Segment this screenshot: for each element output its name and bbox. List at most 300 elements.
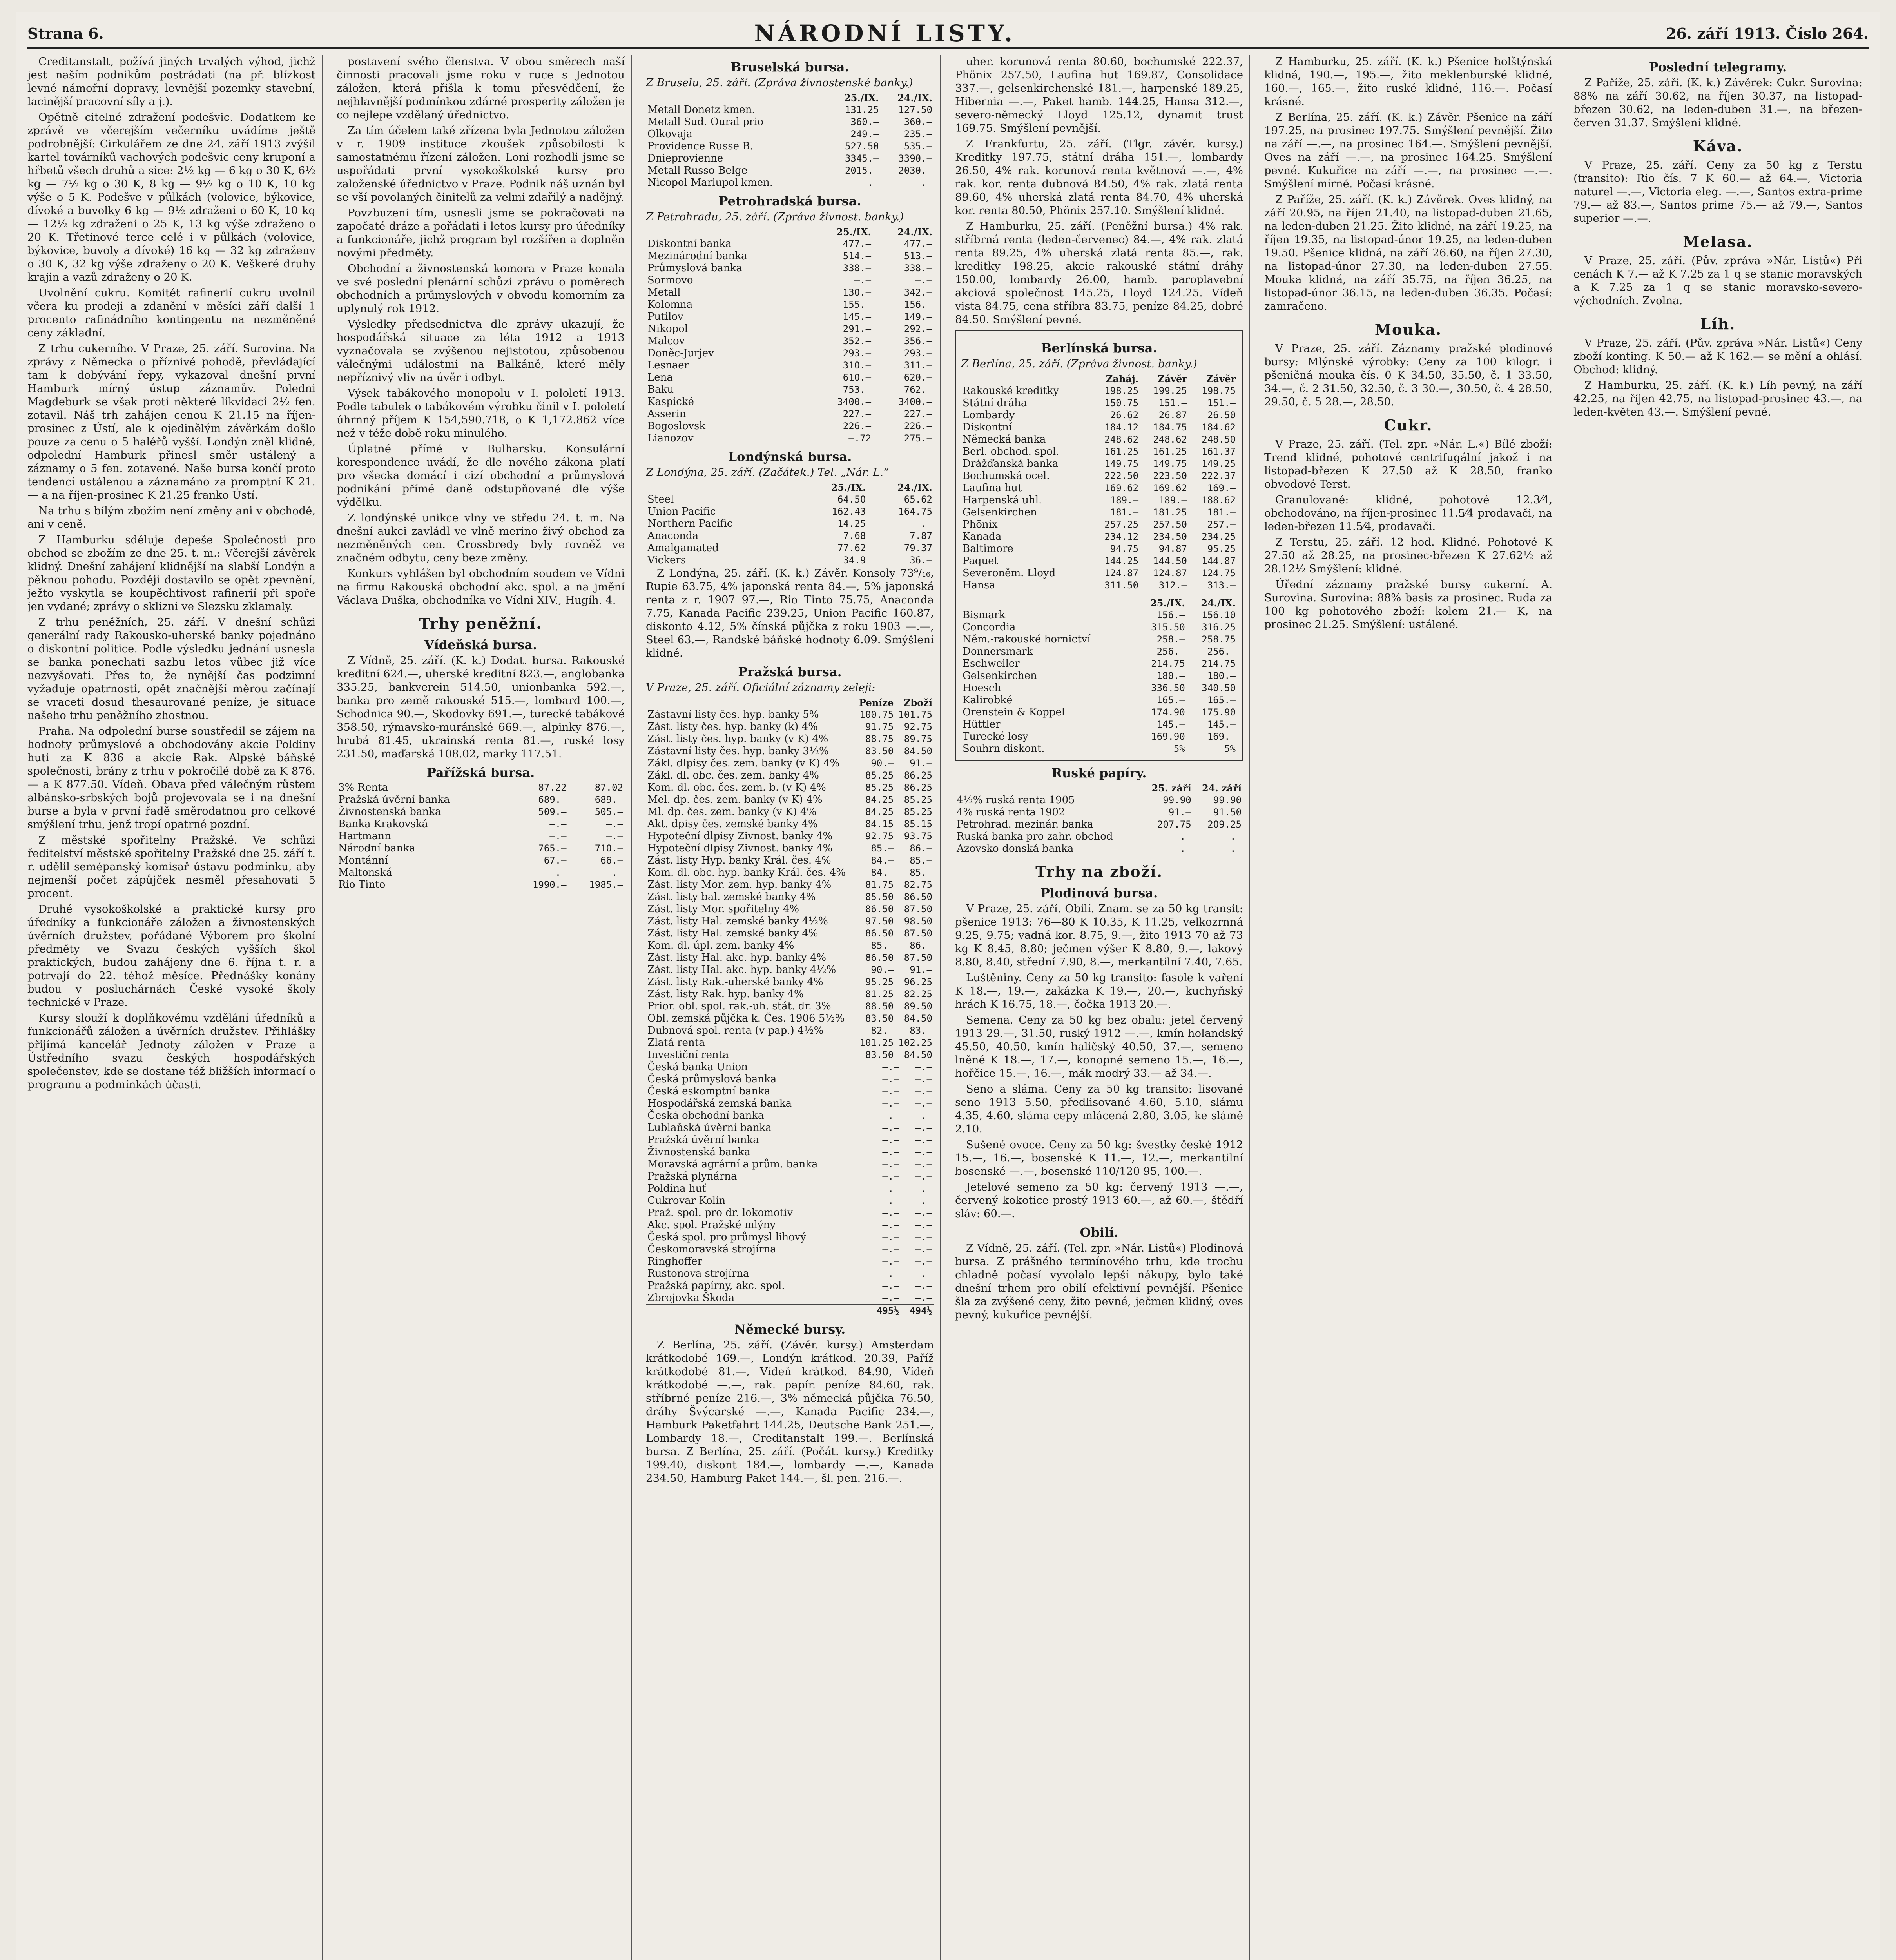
article-paragraph: Druhé vysokoškolské a praktické kursy pro úředníky a funkcionáře záložen a živnostenských úvěrních družstev, pořádané Výborem pro školní předměty ve Svazu českých vyšších škol praktických, budou zahájeny dne 6. října t. r. a potrvají do 22. téhož měsíce. Přednášky konány budou v posluchárnách České vysoké školy technické v Praze. xyxy=(27,903,315,1009)
price-cell: —.— xyxy=(915,275,932,286)
price-cell: 156.— xyxy=(904,299,932,310)
table-row xyxy=(961,421,1237,434)
article-paragraph: Praha. Na odpolední burse soustředil se zájem na hodnoty průmyslové a obchodovány akcie Poldiny huti za K 836 a akcie Rak. Alpské báňské společnosti, brány z trhu v pokročilé době za K 876.— a K 877.50. Vídeň. Obava před válečným růstem albánsko-srbských bojů projevovala se i na dnešní burse a byla v první řadě směrodatnou pro celkové smýšlení trhu, jenž tropí opatrné pozdní. xyxy=(27,725,315,831)
paris-table xyxy=(337,782,625,891)
price-cell: 765.— xyxy=(538,843,567,854)
security-name: Paquet xyxy=(963,555,999,567)
price-cell: —.— xyxy=(915,1110,932,1121)
price-cell: 95.25 xyxy=(865,976,894,987)
price-cell: 762.— xyxy=(904,384,932,395)
price-cell: 87.50 xyxy=(904,952,932,963)
price-cell: 291.— xyxy=(843,323,872,334)
london-table: 25./IX. 24./IX. Steel 64.50 65.62 Union Pacific 162.43 164.75 Northern Pacific 14.25 —.— Anaconda 7.68 7.87 Amalgamated 77.62 79.37 Vickers 34.9 36.— xyxy=(646,481,934,566)
price-cell: —.— xyxy=(915,1074,932,1085)
security-name: Kanada xyxy=(963,531,1002,543)
price-cell: —.— xyxy=(882,1232,899,1243)
price-cell: 689.— xyxy=(595,794,623,805)
price-cell: 256.— xyxy=(1207,646,1236,657)
security-name: Ringhoffer xyxy=(647,1256,702,1267)
price-cell: 93.75 xyxy=(904,831,932,842)
security-name: Něm.-rakouské hornictví xyxy=(963,633,1091,645)
table-row xyxy=(646,1000,934,1013)
article-paragraph: Z Hamburku, 25. září. (K. k.) Líh pevný, na září 42.25, na říjen 42.75, na listopad-prosinec 43.—, na leden-květen 43.—. Smýšlení pevné. xyxy=(1573,379,1862,418)
table-row xyxy=(646,250,934,262)
price-cell: —.— xyxy=(882,1086,899,1097)
subsection-heading: Plodinová bursa. xyxy=(1040,886,1158,900)
security-name: Rio Tinto xyxy=(338,879,386,891)
price-cell: —.— xyxy=(862,177,879,188)
price-cell: 3400.— xyxy=(898,396,932,407)
security-name: Česká banka Union xyxy=(647,1061,748,1073)
price-cell: —.— xyxy=(882,1074,899,1085)
price-cell: —.— xyxy=(1224,831,1242,842)
security-name: Praž. spol. pro dr. lokomotiv xyxy=(647,1207,793,1219)
page-header xyxy=(27,20,1869,49)
security-name: Zást. listy Mor. zem. hyp. banky 4% xyxy=(647,879,832,891)
prague-stocks-table xyxy=(646,1061,934,1317)
price-cell: 88.75 xyxy=(865,733,894,744)
table-row xyxy=(646,299,934,311)
price-cell: 86.50 xyxy=(865,928,894,939)
price-cell: 26.50 xyxy=(1207,410,1236,421)
price-cell: 101.75 xyxy=(898,709,932,720)
price-cell: 88.50 xyxy=(865,1001,894,1012)
price-cell: 124.75 xyxy=(1202,568,1236,579)
security-name: Zástavní listy čes. hyp. banky 5% xyxy=(647,709,819,720)
table-row xyxy=(337,818,625,830)
table-row xyxy=(646,140,934,152)
price-cell: 169.90 xyxy=(1151,731,1185,742)
table-row xyxy=(646,757,934,769)
price-cell: —.— xyxy=(882,1292,899,1303)
table-row xyxy=(646,1073,934,1085)
security-name: Česká eskomptní banka xyxy=(647,1085,770,1097)
price-cell: 620.— xyxy=(904,372,932,383)
security-name: Česká průmyslová banka xyxy=(647,1073,777,1085)
security-name: Hüttler xyxy=(963,719,1001,730)
column-5 xyxy=(1264,55,1559,1960)
price-cell: 91.— xyxy=(910,964,932,975)
price-cell: 84.25 xyxy=(865,794,894,805)
price-cell: —.— xyxy=(915,1159,932,1170)
price-cell: 214.75 xyxy=(1151,658,1185,669)
price-cell: 477.— xyxy=(904,238,932,249)
article-paragraph: Seno a sláma. Ceny za 50 kg transito: lisované seno 1913 5.50, předlisované 4.60, 5.10, slámu 4.35, 4.60, sláma cepy mlácená 2.80, 3.05, ke slámě 2.10. xyxy=(955,1083,1243,1135)
price-cell: 3400.— xyxy=(837,396,872,407)
security-name: Pražská plynárna xyxy=(647,1171,737,1182)
price-cell: 198.75 xyxy=(1202,385,1236,396)
table-row xyxy=(961,458,1237,470)
security-name: Diskontní banka xyxy=(647,238,732,250)
table-row xyxy=(646,1085,934,1098)
price-cell: 84.— xyxy=(871,867,894,878)
security-name: Concordia xyxy=(963,621,1016,633)
price-cell: 198.25 xyxy=(1104,385,1139,396)
price-cell: 82.— xyxy=(871,1025,894,1036)
price-cell: 149.75 xyxy=(1104,458,1139,469)
table-row xyxy=(646,274,934,287)
security-name: Zást. listy bal. zemské banky 4% xyxy=(647,891,816,903)
price-cell: 161.25 xyxy=(1104,446,1139,457)
security-name: Zást. listy Hal. zemské banky 4% xyxy=(647,927,818,939)
price-cell: 710.— xyxy=(595,843,623,854)
price-cell: —.— xyxy=(915,1195,932,1206)
total-cell xyxy=(646,1305,868,1317)
subsection-heading: Německé bursy. xyxy=(734,1322,846,1337)
price-cell: 360.— xyxy=(850,116,879,127)
price-cell: 85.15 xyxy=(904,818,932,829)
table-row xyxy=(646,903,934,915)
price-cell: 169.— xyxy=(1207,483,1236,494)
table-row xyxy=(961,670,1237,682)
security-name: Německá banka xyxy=(963,434,1046,445)
article-paragraph: Z Berlína, 25. září. (Závěr. kursy.) Amsterdam krátkodobé 169.—, Londýn krátkod. 20.39, Paříž krátkodobé 81.—, Vídeň krátkod. 84.90, Vídeň krátkodobé —.—, rak. papír. peníze 84.60, rak. stříbrné peníze 216.—, 3% německá půjčka 76.50, dráhy Švýcarské —.—, Kanada Pacific 234.—, Hamburk Paketfahrt 144.25, Deutsche Bank 251.—, Lombardy 18.—, Creditanstalt 199.—. Berlínská bursa. Z Berlína, 25. září. (Počát. kursy.) Kreditky 199.40, diskont 184.—, lombardy —.—, Kanada 234.50, Hamburg Paket 144.—, šl. pen. 216.—. xyxy=(646,1339,934,1485)
berlin-second-table: 25./IX. 24./IX. Bismark 156.— 156.10 Concordia 315.50 316.25 Něm.-rakouské hornictví 258.— 258.75 Donnersmark 256.— 256.— Eschweiler 214.75 214.75 Gelsenkirchen 180.— 180.— Hoesch 336.50 340.50 Kalirobké 165.— 165.— Orenstein & Koppel 174.90 175.90 Hüttler 145.— 145.— Turecké losy 169.90 169.— Souhrn diskont. 5% 5% xyxy=(961,597,1237,755)
article-paragraph: Výsledky předsednictva dle zprávy ukazují, že hospodářská situace za léta 1912 a 1913 vyznačovala se zvýšenou nejistotou, způsobenou válečnými událostmi na Balkáně, které měly nepříznivý vliv na úvěr i odbyt. xyxy=(337,318,625,384)
price-cell: 81.25 xyxy=(865,989,894,1000)
price-cell: 316.25 xyxy=(1202,622,1236,633)
price-cell: 85.25 xyxy=(904,806,932,817)
price-cell: 83.50 xyxy=(865,1049,894,1060)
table-row xyxy=(961,531,1237,543)
article-paragraph: Z londýnské unikce vlny ve středu 24. t. m. Na dnešní aukci zavládl ve vlně merino živý obchod za nezměněných cen. Crossbredy byly rovněž ve značném odbytu, ceny beze změny. xyxy=(337,512,625,564)
price-cell: 293.— xyxy=(843,348,872,359)
security-name: Lublaňská úvěrní banka xyxy=(647,1122,772,1134)
table-row xyxy=(646,347,934,359)
price-cell: 175.90 xyxy=(1202,707,1236,718)
price-cell: 84.50 xyxy=(904,1049,932,1060)
prague-table: Peníze Zboží Zástavní listy čes. hyp. banky 5% 100.75 101.75 Zást. listy čes. hyp. banky (k) 4% 91.75 92.75 Zást. listy čes. hyp. banky (v K) 4% 88.75 89.75 Zástavní listy čes. hyp. banky 3½% 83.50 84.50 Zákl. dlpisy čes. zem. banky (v K) 4% 90.— 91.— Zákl. dl. obc. čes. zem. banky 4% 85.25 86.25 Kom. dl. obc. čes. zem. b. (v K) 4% 85.25 86.25 Mel. dp. čes. zem. banky (v K) 4% 84.25 85.25 Ml. dp. čes. zem. banky (v K) 4% 84.25 85.25 Akt. dpisy čes. zemské banky 4% 84.15 85.15 Hypoteční dlpisy Zivnost. banky 4% 92.75 93.75 Hypoteční dlpisy Zivnost. banky 4% 85.— 86.— Zást. listy Hyp. banky Král. čes. 4% 84.— 85.— Kom. dl. obc. hyp. banky Král. čes. 4% 84.— 85.— Zást. listy Mor. zem. hyp. banky 4% 81.75 82.75 Zást. listy bal. zemské banky 4% 85.50 86.50 Zást. listy Mor. spořitelny 4% 86.50 87.50 Zást. listy Hal. zemské banky 4½% 97.50 98.50 Zást. listy Hal. zemské banky 4% 86.50 87.50 Kom. dl. úpl. zem. banky 4% 85.— 86.— Zást. listy Hal. akc. hyp. banky 4% 86.50 87.50 Zást. listy Hal. akc. hyp. banky 4½% 90.— 91.— Zást. listy Rak.-uherské banky 4% 95.25 96.25 Zást. listy Rak. hyp. banky 4% 81.25 82.25 Prior. obl. spol. rak.-uh. stát. dr. 3% 88.50 89.50 Obl. zemská půjčka k. Čes. 1906 5½% 83.50 84.50 Dubnová spol. renta (v pap.) 4½% 82.— 83.— Zlatá renta 101.25 102.25 Investiční renta 83.50 84.50 xyxy=(646,697,934,1061)
price-cell: 85.— xyxy=(871,940,894,951)
table-row xyxy=(646,128,934,140)
article-paragraph: Z Paříže, 25. září. (K. k.) Závěrek: Cukr. Surovina: 88% na září 30.62, na říjen 30.37, na listopad-březen 30.62, na leden-duben 31.—, na březen-červen 31.37. Smýšlení klidné. xyxy=(1573,76,1862,129)
table-row xyxy=(646,1013,934,1025)
security-name: Kom. dl. obc. čes. zem. b. (v K) 4% xyxy=(647,782,826,793)
price-cell: 85.25 xyxy=(904,794,932,805)
price-cell: 189.— xyxy=(1158,495,1187,506)
article-paragraph: Z Vídně, 25. září. (Tel. zpr. »Nár. Listů«) Plodinová bursa. Z prášného termínového trhu, kde trochu chladně počasí vyvolalo lepší nákupy, bylo také dnešní trhem pro obilí efektivní pevnější. Pšenice šla za zvýšené ceny, žito pevné, ječmen klidný, oves pevný, kukuřice pevnější. xyxy=(955,1242,1243,1321)
price-cell: 356.— xyxy=(904,336,932,347)
subsection-heading: Poslední telegramy. xyxy=(1649,60,1787,74)
table-row xyxy=(646,733,934,745)
price-cell: 258.75 xyxy=(1202,634,1236,645)
table-row xyxy=(646,432,934,445)
price-cell: 64.50 xyxy=(837,494,866,505)
price-cell: 127.50 xyxy=(898,104,932,115)
article-paragraph: V Praze, 25. září. (Tel. zpr. »Nár. L.«) Bílé zboží: Trend klidné, pohotové centrifugální jakož i na listopad-březen K 27.50 až K 28.50, franko obvodové Terst. xyxy=(1264,438,1552,490)
price-cell: —.— xyxy=(915,1147,932,1158)
price-cell: 161.37 xyxy=(1202,446,1236,457)
article-paragraph: Z Hamburku, 25. září. (Peněžní bursa.) 4% rak. stříbrná renta (leden-červenec) 84.—, 4% rak. zlatá renta 89.25, 4% uherská zlatá renta 85.—, rak. kreditky 198.25, akcie rakouské státní dráhy 150.00, lombardy 26.00, hamb. paroplavební akciová společnost 145.25, Lloyd 124.25. Vídeň vista 84.75, cena stříbra 83.75, peníze 84.25, dobré 84.50. Smýšlení pevné. xyxy=(955,220,1243,326)
subsection-heading: Vídeňská bursa. xyxy=(424,637,537,652)
table-row xyxy=(646,1243,934,1256)
price-cell: —.— xyxy=(882,1207,899,1218)
table-row xyxy=(961,682,1237,694)
total-cell: 494½ xyxy=(901,1305,934,1317)
price-cell: 223.50 xyxy=(1153,470,1187,481)
article-paragraph: Z Hamburku sděluje depeše Společnosti pro obchod se zbožím ze dne 25. t. m.: Včerejší závěrek klidný. Dnešní zahájení klidnější na slabší Londýn a pěknou pohodu. Později dostavilo se opět zpevnění, ježto vyskytla se koupěchtivost rafinerií při spoře jen vydané; zprávy o sklizni ve Slezsku zklamaly. xyxy=(27,534,315,613)
security-name: Harpenská uhl. xyxy=(963,494,1042,506)
security-name: Česká obchodní banka xyxy=(647,1110,764,1122)
security-name: Dubnová spol. renta (v pap.) 4½% xyxy=(647,1025,824,1036)
table-note: V Praze, 25. září. Oficiální záznamy zeleji: xyxy=(646,681,875,694)
article-paragraph: Granulované: klidné, pohotové 12.3⁄4, obchodováno, na říjen-prosinec 11.5⁄4 prodavači, na leden-březen 11.5⁄4, prodavači. xyxy=(1264,494,1552,533)
price-cell: —.— xyxy=(915,1207,932,1218)
price-cell: 214.75 xyxy=(1202,658,1236,669)
price-cell: 513.— xyxy=(904,250,932,261)
security-name: Maltonská xyxy=(338,867,392,878)
price-cell: —.— xyxy=(915,1062,932,1073)
column-1 xyxy=(27,55,323,1960)
price-cell: 311.50 xyxy=(1104,580,1139,591)
table-row xyxy=(646,964,934,976)
security-name: Hospodářská zemská banka xyxy=(647,1098,792,1109)
price-cell: —.— xyxy=(549,867,567,878)
price-cell: 256.— xyxy=(1156,646,1185,657)
table-row xyxy=(646,177,934,189)
table-row xyxy=(646,1098,934,1110)
price-cell: 97.50 xyxy=(865,916,894,927)
security-name: Doněc-Jurjev xyxy=(647,347,714,359)
price-cell: 275.— xyxy=(904,433,932,444)
table-row xyxy=(646,323,934,335)
price-cell: —.— xyxy=(882,1110,899,1121)
table-row xyxy=(961,434,1237,446)
security-name: Turecké losy xyxy=(963,731,1028,742)
section-heading: Líh. xyxy=(1700,315,1736,333)
price-cell: 505.— xyxy=(595,806,623,817)
security-name: Orenstein & Koppel xyxy=(963,706,1065,718)
table-row xyxy=(646,1146,934,1158)
price-cell: 1985.— xyxy=(589,879,623,890)
table-row xyxy=(646,1025,934,1037)
price-cell: 180.— xyxy=(1156,670,1185,681)
table-row xyxy=(646,988,934,1000)
price-cell: —.— xyxy=(915,1171,932,1182)
price-cell: —.— xyxy=(915,1086,932,1097)
table-row xyxy=(646,891,934,903)
price-cell: 199.25 xyxy=(1153,385,1187,396)
security-name: Asserin xyxy=(647,408,686,420)
security-name: Živnostenská banka xyxy=(338,806,441,818)
table-row xyxy=(961,555,1237,567)
price-cell: —.— xyxy=(915,177,932,188)
price-cell: 151.— xyxy=(1207,397,1236,408)
security-name: Zbrojovka Škoda xyxy=(647,1292,735,1304)
table-row xyxy=(646,1268,934,1280)
table-row xyxy=(955,794,1243,806)
price-cell: 83.— xyxy=(910,1025,932,1036)
table-row xyxy=(646,879,934,891)
security-name: Česká spol. pro průmysl lihový xyxy=(647,1231,807,1243)
table-row xyxy=(955,843,1243,855)
table-row xyxy=(337,855,625,867)
table-row xyxy=(646,940,934,952)
table-row xyxy=(961,567,1237,579)
table-row xyxy=(646,1171,934,1183)
security-name: Státní dráha xyxy=(963,397,1027,409)
security-name: Zákl. dl. obc. čes. zem. banky 4% xyxy=(647,769,819,781)
price-cell: 2030.— xyxy=(898,165,932,176)
table-row xyxy=(646,1158,934,1171)
article-paragraph: V Praze, 25. září. Obilí. Znam. se za 50 kg transit: pšenice 1913: 76—80 K 10.35, K 11.25, velkozrnná 9.25, 9.75; vadná kor. 8.75, 9.—, žito 1913 70 až 73 kg K 8.45, 8.80; ječmen výšer K 8.80, 9.—, lakový 8.80, 8.40, střední 7.90, 8.—, merkantilní 7.40, 7.65. xyxy=(955,902,1243,968)
table-row xyxy=(646,1195,934,1207)
price-cell: —.— xyxy=(882,1280,899,1291)
table-row xyxy=(961,519,1237,531)
price-cell: —.— xyxy=(915,1098,932,1109)
price-cell: 338.— xyxy=(904,263,932,274)
security-name: Nikopol xyxy=(647,323,688,335)
table-row xyxy=(646,915,934,927)
table-row xyxy=(646,1061,934,1073)
price-cell: 149.25 xyxy=(1202,458,1236,469)
security-name: Poldina huť xyxy=(647,1183,706,1194)
price-cell: 189.— xyxy=(1110,495,1139,506)
table-row xyxy=(646,794,934,806)
table-row xyxy=(646,372,934,384)
price-cell: 86.25 xyxy=(904,770,932,781)
article-paragraph: Jetelové semeno za 50 kg: červený 1913 —.—, červený kokotice prostý 1913 60.—, až 60.—, štědří sláv: 60.—. xyxy=(955,1181,1243,1220)
security-name: Vickers xyxy=(647,554,686,566)
price-cell: —.— xyxy=(882,1122,899,1133)
table-row xyxy=(961,694,1237,706)
security-name: Národní banka xyxy=(338,842,415,854)
article-paragraph: Z Hamburku, 25. září. (K. k.) Pšenice holštýnská klidná, 190.—, 195.—, žito meklenburské klidné, 160.—, 165.—, žito ruské klidné, 116.—. Počasí krásné. xyxy=(1264,55,1552,108)
table-note: Z Londýna, 25. září. (Začátek.) Tel. „Nár. L.“ xyxy=(646,466,889,479)
article-paragraph: Z Paříže, 25. září. (K. k.) Závěrek. Oves klidný, na září 20.95, na říjen 21.40, na listopad-duben 21.65, na leden-duben 21.25. Žito klidné, na září 19.25, na říjen 19.35, na listopad-únor 19.25, na leden-duben 19.50. Pšenice klidná, na září 26.60, na říjen 27.30, na listopad-únor 27.30, na leden-duben 27.55. Mouka klidná, na září 35.75, na říjen 36.25, na listopad-únor 36.15, na leden-duben 36.35. Počasí: zamračeno. xyxy=(1264,193,1552,312)
brussels-table: 25./IX. 24./IX. Metall Donetz kmen. 131.25 127.50 Metall Sud. Oural prio 360.— 360.— Olkovaja 249.— 235.— Providence Russe B. 527.50 535.— Dnieprovienne 3345.— 3390.— Metall Russo-Belge 2015.— 2030.— Nicopol-Mariupol kmen. —.— —.— xyxy=(646,92,934,189)
price-cell: —.— xyxy=(882,1256,899,1267)
table-row xyxy=(646,1183,934,1195)
price-cell: —.— xyxy=(915,1292,932,1303)
security-name: Metall Donetz kmen. xyxy=(647,104,755,116)
table-row xyxy=(961,609,1237,621)
security-name: Hartmann xyxy=(338,830,391,842)
price-cell: 5% xyxy=(1224,743,1236,754)
security-name: Lombardy xyxy=(963,409,1015,421)
table-row xyxy=(646,359,934,372)
price-cell: 234.50 xyxy=(1153,531,1187,542)
security-name: Lesnaer xyxy=(647,359,689,371)
security-name: Zákl. dlpisy čes. zem. banky (v K) 4% xyxy=(647,757,840,769)
security-name: Zástavní listy čes. hyp. banky 3½% xyxy=(647,745,829,757)
security-name: Investiční renta xyxy=(647,1049,729,1061)
price-cell: 26.62 xyxy=(1110,410,1139,421)
price-cell: 1990.— xyxy=(532,879,567,890)
price-cell: 77.62 xyxy=(837,543,866,554)
price-cell: 169.— xyxy=(1207,731,1236,742)
price-cell: 340.50 xyxy=(1202,682,1236,693)
article-paragraph: Uvolnění cukru. Komitét rafinerií cukru uvolnil včera ku prodeji a zdanění v měsíci září další 1 procento rafinádního kontingentu na nezměněné ceny základní. xyxy=(27,287,315,339)
table-row xyxy=(337,806,625,818)
price-cell: 91.75 xyxy=(865,721,894,732)
article-paragraph: Za tím účelem také zřízena byla Jednotou záložen v r. 1909 instituce zkoušek způsobilosti k samostatnému řízení záložen. Loni rozhodli jsme se uspořádati první vysokoškolské kursy pro založenské úřednictvo v Praze. Podnik náš uznán byl se vší povolaných činitelů za velmi zdařilý a nadějný. xyxy=(337,124,625,203)
price-cell: —.— xyxy=(882,1244,899,1255)
price-cell: 95.25 xyxy=(1207,543,1236,554)
table-row xyxy=(646,709,934,721)
price-cell: 162.43 xyxy=(832,506,866,517)
price-cell: 338.— xyxy=(843,263,872,274)
price-cell: —.— xyxy=(1224,843,1242,854)
table-row xyxy=(646,927,934,940)
price-cell: 90.— xyxy=(871,758,894,769)
price-cell: 156.— xyxy=(1156,610,1185,621)
price-cell: 181.— xyxy=(1207,507,1236,518)
price-cell: 248.62 xyxy=(1104,434,1139,445)
price-cell: 184.12 xyxy=(1104,422,1139,433)
price-cell: 342.— xyxy=(904,287,932,298)
price-cell: 226.— xyxy=(904,421,932,432)
price-cell: 87.22 xyxy=(538,782,567,793)
section-heading: Káva. xyxy=(1693,137,1743,155)
table-row xyxy=(961,506,1237,519)
price-cell: —.— xyxy=(606,818,623,829)
table-row xyxy=(961,658,1237,670)
security-name: Lena xyxy=(647,372,673,383)
security-name: Baku xyxy=(647,384,674,396)
table-row xyxy=(337,879,625,891)
table-row xyxy=(646,262,934,274)
price-cell: 84.— xyxy=(871,855,894,866)
price-cell: 83.50 xyxy=(865,746,894,757)
price-cell: 235.— xyxy=(904,129,932,140)
security-name: Hypoteční dlpisy Zivnost. banky 4% xyxy=(647,842,833,854)
table-row xyxy=(961,743,1237,755)
security-name: Metall Russo-Belge xyxy=(647,165,748,176)
security-name: Souhrn diskont. xyxy=(963,743,1045,755)
security-name: Nicopol-Mariupol kmen. xyxy=(647,177,773,189)
price-cell: 96.25 xyxy=(904,976,932,987)
price-cell: 151.— xyxy=(1158,397,1187,408)
price-cell: 753.— xyxy=(843,384,872,395)
security-name: Kom. dl. úpl. zem. banky 4% xyxy=(647,940,794,951)
security-name: Kom. dl. obc. hyp. banky Král. čes. 4% xyxy=(647,867,846,878)
table-row xyxy=(646,842,934,855)
security-name: Hoesch xyxy=(963,682,1001,694)
table-row xyxy=(646,721,934,733)
security-name: Laufina hut xyxy=(963,482,1022,494)
security-name: 3% Renta xyxy=(338,782,388,793)
security-name: Lianozov xyxy=(647,432,694,444)
security-name: Pražská úvěrní banka xyxy=(338,794,450,806)
security-name: Malcov xyxy=(647,335,685,347)
newspaper-page xyxy=(16,12,1880,1960)
article-paragraph: Obchodní a živnostenská komora v Praze konala ve své poslední plenární schůzi zprávu o poměrech obchodních a průmyslových v obvodu komorním za uplynulý rok 1912. xyxy=(337,262,625,315)
security-name: Průmyslová banka xyxy=(647,262,742,274)
price-cell: 169.62 xyxy=(1153,483,1187,494)
article-paragraph: Semena. Ceny za 50 kg bez obalu: jetel červený 1913 29.—, 31.50, ruský 1912 —.—, kmín holandský 45.50, 40.50, kmín haličský 40.50, 37.—, semeno lněné K 18.—, 17.—, konopné semeno 15.—, 16.—, hořčice 15.—, 16.—, mák modrý 33.— až 34.—. xyxy=(955,1014,1243,1080)
table-row xyxy=(646,494,934,506)
security-name: Živnostenská banka xyxy=(647,1146,750,1158)
table-note: Z Petrohradu, 25. září. (Zpráva živnost. banky.) xyxy=(646,211,904,223)
security-name: Kalirobké xyxy=(963,694,1013,706)
price-cell: 87.02 xyxy=(595,782,623,793)
price-cell: 209.25 xyxy=(1207,819,1242,830)
price-cell: 86.50 xyxy=(904,891,932,902)
price-cell: 222.50 xyxy=(1104,470,1139,481)
price-cell: 84.15 xyxy=(865,818,894,829)
price-cell: 99.90 xyxy=(1163,795,1191,806)
table-row xyxy=(646,1231,934,1243)
table-row xyxy=(646,287,934,299)
price-cell: 131.25 xyxy=(845,104,879,115)
price-cell: 144.87 xyxy=(1202,555,1236,566)
table-row xyxy=(961,446,1237,458)
security-name: Olkovaja xyxy=(647,128,692,140)
security-name: Českomoravská strojírna xyxy=(647,1243,776,1255)
table-row xyxy=(961,385,1237,397)
price-cell: —.— xyxy=(606,831,623,842)
